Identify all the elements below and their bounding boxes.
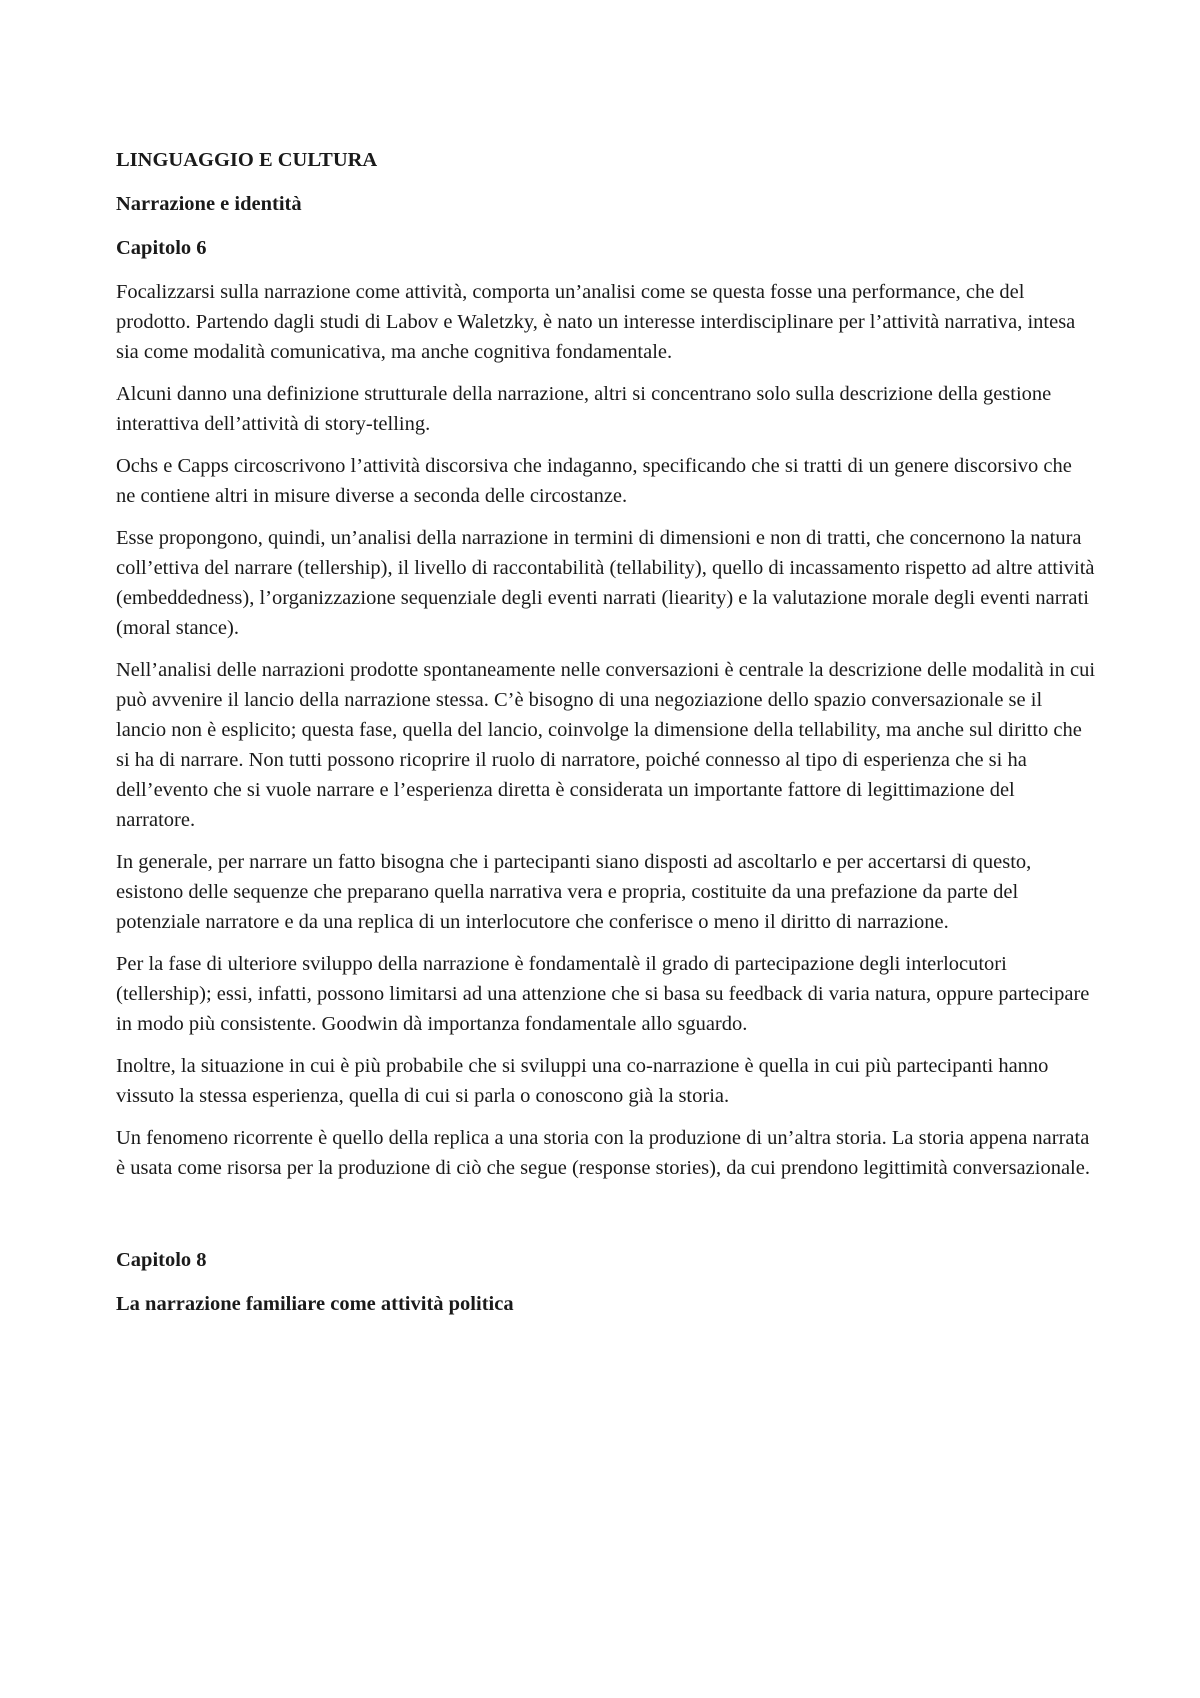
paragraph: Un fenomeno ricorrente è quello della replica a una storia con la produzione di un’altra storia. La storia appena narrata è usata come risorsa per la produzione di ciò che segue (response stories), da cui prendono legittimità conversazionale. — [116, 1127, 1090, 1179]
document-subtitle: Narrazione e identità — [116, 193, 302, 215]
document-body — [116, 145, 1096, 1333]
paragraph: Focalizzarsi sulla narrazione come attività, comporta un’analisi come se questa fosse una performance, che del prodotto. Partendo dagli studi di Labov e Waletzky, è nato un interesse interdisciplinare per l’attività narrativa, intesa sia come modalità comunicativa, ma anche cognitiva fondamentale. — [116, 281, 1076, 363]
paragraph: Per la fase di ulteriore sviluppo della narrazione è fondamentalè il grado di partecipazione degli interlocutori (tellership); essi, infatti, possono limitarsi ad una attenzione che si basa su feedback di varia natura, oppure partecipare in modo più consistente. Goodwin dà importanza fondamentale allo sguardo. — [116, 953, 1090, 1035]
document-title: LINGUAGGIO E CULTURA — [116, 149, 378, 171]
section-gap — [116, 1195, 1096, 1245]
paragraph: Esse propongono, quindi, un’analisi della narrazione in termini di dimensioni e non di tratti, che concernono la natura coll’ettiva del narrare (tellership), il livello di raccontabilità (tellability), quello di incassamento rispetto ad altre attività (embeddedness), l’organizzazione sequenziale degli eventi narrati (liearity) e la valutazione morale degli eventi narrati (moral stance). — [116, 527, 1095, 639]
paragraph: In generale, per narrare un fatto bisogna che i partecipanti siano disposti ad ascoltarlo e per accertarsi di questo, esistono delle sequenze che preparano quella narrativa vera e propria, costituite da una prefazione da parte del potenziale narratore e da una replica di un interlocutore che conferisce o meno il diritto di narrazione. — [116, 851, 1032, 933]
paragraph: Inoltre, la situazione in cui è più probabile che si sviluppi una co-narrazione è quella in cui più partecipanti hanno vissuto la stessa esperienza, quella di cui si parla o conoscono già la storia. — [116, 1055, 1049, 1107]
paragraph: Ochs e Capps circoscrivono l’attività discorsiva che indaganno, specificando che si tratti di un genere discorsivo che ne contiene altri in misure diverse a seconda delle circostanze. — [116, 455, 1072, 507]
chapter-6-heading: Capitolo 6 — [116, 237, 207, 259]
chapter-8-subheading: La narrazione familiare come attività politica — [116, 1293, 514, 1315]
paragraph: Nell’analisi delle narrazioni prodotte spontaneamente nelle conversazioni è centrale la descrizione delle modalità in cui può avvenire il lancio della narrazione stessa. C’è bisogno di una negoziazione dello spazio conversazionale se il lancio non è esplicito; questa fase, quella del lancio, coinvolge la dimensione della tellability, ma anche sul diritto che si ha di narrare. Non tutti possono ricoprire il ruolo di narratore, poiché connesso al tipo di esperienza che si ha dell’evento che si vuole narrare e l’esperienza diretta è considerata un importante fattore di legittimazione del narratore. — [116, 659, 1096, 831]
chapter-8-heading: Capitolo 8 — [116, 1249, 207, 1271]
paragraph: Alcuni danno una definizione strutturale della narrazione, altri si concentrano solo sulla descrizione della gestione interattiva dell’attività di story-telling. — [116, 383, 1052, 435]
